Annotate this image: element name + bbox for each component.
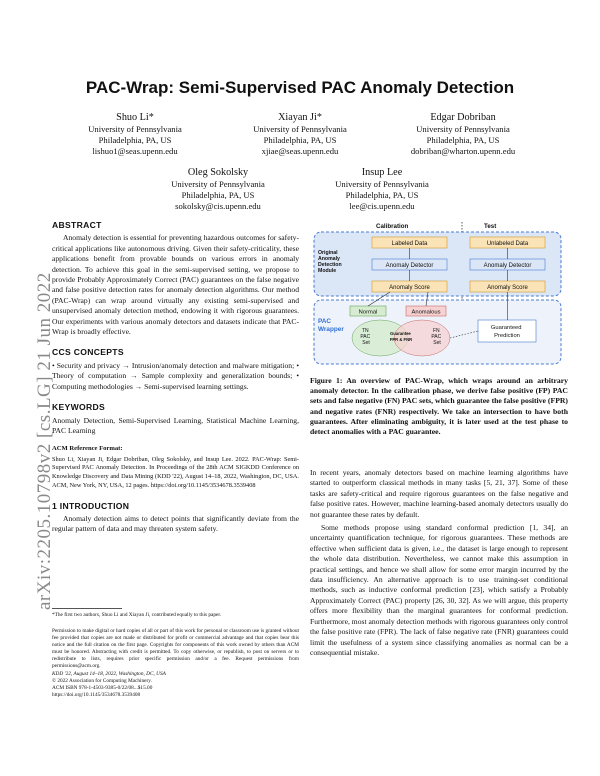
- wrapper-label: PAC Wrapper: [318, 318, 344, 333]
- normal-label: Normal: [358, 309, 378, 316]
- reference-format-heading: ACM Reference Format:: [52, 445, 123, 453]
- author-email[interactable]: xjiae@seas.upenn.edu: [261, 146, 339, 156]
- intro-paragraph: Anomaly detection aims to detect points that significantly deviate from the regular pattern of data and may threaten system safety.: [52, 513, 299, 534]
- author-block: [133, 166, 303, 212]
- left-column: [52, 220, 299, 535]
- detector-label: Anomaly Detector: [385, 263, 434, 269]
- author-name: Xiayan Ji*: [278, 112, 322, 123]
- footnote-rule: [52, 608, 122, 609]
- author-block: [50, 111, 220, 157]
- doi-link[interactable]: https://doi.org/10.1145/3534678.3539408: [52, 691, 141, 698]
- keywords-text: Anomaly Detection, Semi-Supervised Learning, Statistical Machine Learning, PAC Learning: [52, 415, 299, 435]
- figure-1-diagram: [310, 220, 566, 368]
- figure-caption: Figure 1: An overview of PAC-Wrap, which wraps around an arbitrary anomaly detector. In the calibration phase, we derive false positive (FP) PAC sets and false negative (FN) PAC sets, which guarantee the false positive (FPR) and negative rates (FNR) respectively. We take an intersection to have both guarantees. After eliminating ambiguity, it is later used at the test phase to detect anomalies with a PAC guarantee.: [310, 376, 568, 437]
- right-column: [310, 468, 568, 658]
- right-paragraph-1: In recent years, anomaly detectors based on machine learning algorithms have started to outperform classical methods in many tasks [5, 21, 37]. Some of these tasks are safety-critical and require rigorous guarantees on the false negative and false positive rates. However, machine learning-based anomaly detectors usually do not guarantee these rates by default.: [310, 468, 568, 519]
- right-paragraph-2: Some methods propose using standard conformal prediction [1, 34], an uncertainty quantification technique, for rigorous guarantees. These methods are effective when sufficient data is given, i.e., the dataset is large enough to represent the whole data distribution. Nevertheless, we cannot make this assumption in practical settings, and hence we shall allow for some error margin incurred by the data insufficiency. An alternative approach is to use training-set conditional methods, such as inductive conformal prediction [23], which satisfy a Probably Approximately Correct (PAC) property [26, 30, 32]. As we will argue, this property offers more flexibility than the marginal guarantees for conformal prediction. Furthermore, most anomaly detection methods with rigorous guarantees only control the false positive rate (FPR). The lack of false negative rate (FNR) guarantees could limit the usefulness of a system since classifying anomalies as normal can be a consequential mistake.: [310, 523, 568, 657]
- guarantee-label: Guarantee FPR & FNR: [389, 331, 413, 342]
- permission-block: [52, 628, 299, 699]
- detector-label-test: Anomaly Detector: [483, 263, 532, 269]
- author-location: Philadelphia, PA, US: [98, 135, 172, 145]
- keywords-heading: KEYWORDS: [52, 402, 106, 413]
- score-label: Anomaly Score: [389, 285, 430, 291]
- paper-title: PAC-Wrap: Semi-Supervised PAC Anomaly Detection: [85, 78, 515, 97]
- author-affiliation: University of Pennsylvania: [416, 124, 510, 134]
- author-name: Insup Lee: [361, 167, 403, 178]
- conference-line: KDD '22, August 14–18, 2022, Washington, DC, USA: [52, 670, 166, 677]
- isbn-line: ACM ISBN 978-1-4503-9385-0/22/08...$15.00: [52, 684, 153, 691]
- calibration-label: Calibration: [376, 223, 409, 230]
- score-label-test: Anomaly Score: [487, 285, 528, 291]
- copyright-line: © 2022 Association for Computing Machinery.: [52, 677, 152, 684]
- author-block: [378, 111, 548, 157]
- author-block: [215, 111, 385, 157]
- author-block: [297, 166, 467, 212]
- labeled-data-label: Labeled Data: [391, 241, 428, 247]
- test-label: Test: [484, 223, 497, 230]
- abstract-text: Anomaly detection is essential for preventing hazardous outcomes for safety-critical applications like autonomous driving. Given their safety-criticality, these applications benefit from provable bounds on various errors in anomaly detection. To achieve this goal in the semi-supervised setting, we propose to provide Probably Approximately Correct (PAC) guarantees on the false negative and false positive detection rates for anomaly detection algorithms. Our method (PAC-Wrap) can wrap around virtually any existing semi-supervised and unsupervised anomaly detection method, endowing it with rigorous guarantees. Our experiments with various anomaly detectors and datasets indicate that PAC-Wrap is broadly effective.: [52, 233, 299, 337]
- fn-set-label: FN PAC Set: [431, 328, 442, 346]
- anomalous-label: Anomalous: [411, 309, 441, 316]
- author-location: Philadelphia, PA, US: [426, 135, 500, 145]
- abstract-heading: ABSTRACT: [52, 220, 102, 230]
- guaranteed-prediction-label: Guaranteed Prediction: [490, 325, 522, 339]
- author-email[interactable]: lishuo1@seas.upenn.edu: [92, 146, 178, 156]
- author-affiliation: University of Pennsylvania: [335, 179, 429, 189]
- author-name: Oleg Sokolsky: [187, 167, 249, 178]
- permission-text: Permission to make digital or hard copies of all or part of this work for personal or classroom use is granted without fee provided that copies are not made or distributed for profit or commercial advantage and that copies bear this notice and the full citation on the first page. Copyrights for components of this work owned by others than ACM must be honored. Abstracting with credit is permitted. To copy otherwise, or republish, to post on servers or to redistribute to lists, requires prior specific permission and/or a fee. Request permissions from permissions@acm.org.: [52, 628, 299, 670]
- author-affiliation: University of Pennsylvania: [253, 124, 347, 134]
- ccs-text: • Security and privacy → Intrusion/anomaly detection and malware mitigation; • Theory of computation → Sample complexity and generalization bounds; • Computing methodologies → Semi-supervised learning settings.: [52, 360, 299, 391]
- reference-format-text: Shuo Li, Xiayan Ji, Edgar Dobriban, Oleg Sokolsky, and Insup Lee. 2022. PAC-Wrap: Semi-Supervised PAC Anomaly Detection. In Proceedings of the 28th ACM SIGKDD Conference on Knowledge Discovery and Data Mining (KDD '22), August 14–18, 2022, Washington, DC, USA. ACM, New York, NY, USA, 12 pages. https://doi.org/10.1145/3534678.3539408: [52, 455, 299, 489]
- author-email[interactable]: dobriban@wharton.upenn.edu: [410, 146, 516, 156]
- author-location: Philadelphia, PA, US: [345, 190, 419, 200]
- author-affiliation: University of Pennsylvania: [171, 179, 265, 189]
- author-name: Shuo Li*: [116, 112, 154, 123]
- ccs-heading: CCS CONCEPTS: [52, 347, 124, 358]
- footnote: *The first two authors, Shuo Li and Xiayan Ji, contributed equally to this paper.: [52, 612, 222, 618]
- arxiv-stamp: [12, 210, 55, 610]
- author-email[interactable]: lee@cis.upenn.edu: [349, 201, 415, 211]
- author-email[interactable]: sokolsky@cis.upenn.edu: [175, 201, 261, 211]
- author-location: Philadelphia, PA, US: [181, 190, 255, 200]
- unlabeled-data-label: Unlabeled Data: [486, 241, 529, 247]
- author-location: Philadelphia, PA, US: [263, 135, 337, 145]
- author-affiliation: University of Pennsylvania: [88, 124, 182, 134]
- intro-heading: 1 INTRODUCTION: [52, 500, 130, 511]
- author-name: Edgar Dobriban: [430, 112, 496, 123]
- arxiv-id: arXiv:2205.10798v2 [cs.LG] 21 Jun 2022: [34, 272, 55, 610]
- tn-set-label: TN PAC Set: [360, 328, 371, 346]
- module-label: Original Anomaly Detection Module: [318, 250, 342, 274]
